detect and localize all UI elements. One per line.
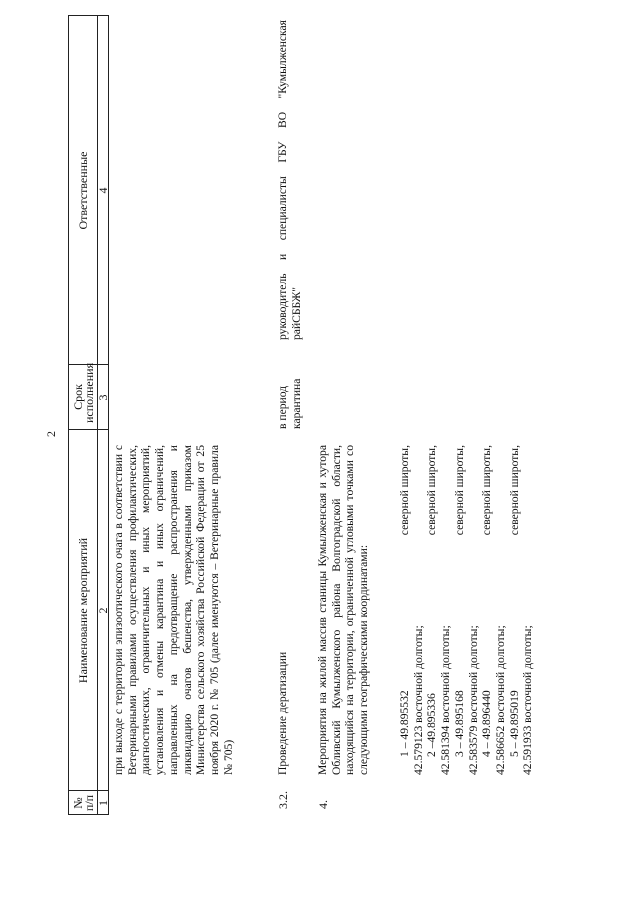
page-number: 2 [44, 431, 58, 437]
row-4-name: Мероприятия на жилой массив станицы Кумылженская и хутора Обливский Кумылженского района Волгоградской области, находящийся на территории, ограниченной угловыми точками со следующими географическими координатами: [316, 445, 371, 775]
colnum-3: 3 [96, 394, 110, 401]
coordinate-item: 4 – 49.896440 северной широты, 42.586652 восточной долготы; [480, 445, 507, 775]
table-top-border [68, 15, 69, 815]
header-responsible: Ответственные [76, 151, 90, 230]
colnum-2: 2 [96, 607, 110, 614]
header-name: Наименование мероприятий [76, 537, 90, 684]
header-number: № п/п [71, 794, 96, 812]
colnum-4: 4 [96, 187, 110, 194]
coordinate-item: 1 – 49.895532 северной широты, 42.579123 восточной долготы; [398, 445, 425, 775]
row-4-number: 4. [316, 800, 330, 809]
row-3-2-name: Проведение дератизации [276, 651, 289, 775]
row-continuation-text: при выходе с территории эпизоотического очага в соответствии с Ветеринарными правилами осуществления профилактических, диагностических, ограничительных и иных мероприятий, установления и отмены карантина и иных ограничений, направленных на предотвращение распространения и ликвидацию очагов бешенства, утвержденными приказом Министерства сельского хозяйства Российской Федерации от 25 ноября 2020 г. № 705 (далее именуются – Ветеринарные правила № 705) [112, 445, 235, 775]
coordinate-item: 5 – 49.895019 северной широты, 42.591933 восточной долготы; [507, 445, 535, 775]
row-3-2-responsible: руководитель и специалисты ГБУ ВО "Кумылженская райСББЖ" [276, 20, 303, 340]
row-3-2-number: 3.2. [276, 791, 290, 809]
colnum-1: 1 [96, 800, 110, 806]
coordinates-list [398, 445, 535, 775]
coordinate-item: 2 –49.895336 северной широты, 42.581394 восточной долготы; [425, 445, 453, 775]
coordinate-item: 3 – 49.895168 северной широты, 42.583579 восточной долготы; [452, 445, 480, 775]
row-3-2-deadline: в период карантина [276, 378, 303, 429]
header-deadline: Срок исполнения [71, 362, 96, 423]
